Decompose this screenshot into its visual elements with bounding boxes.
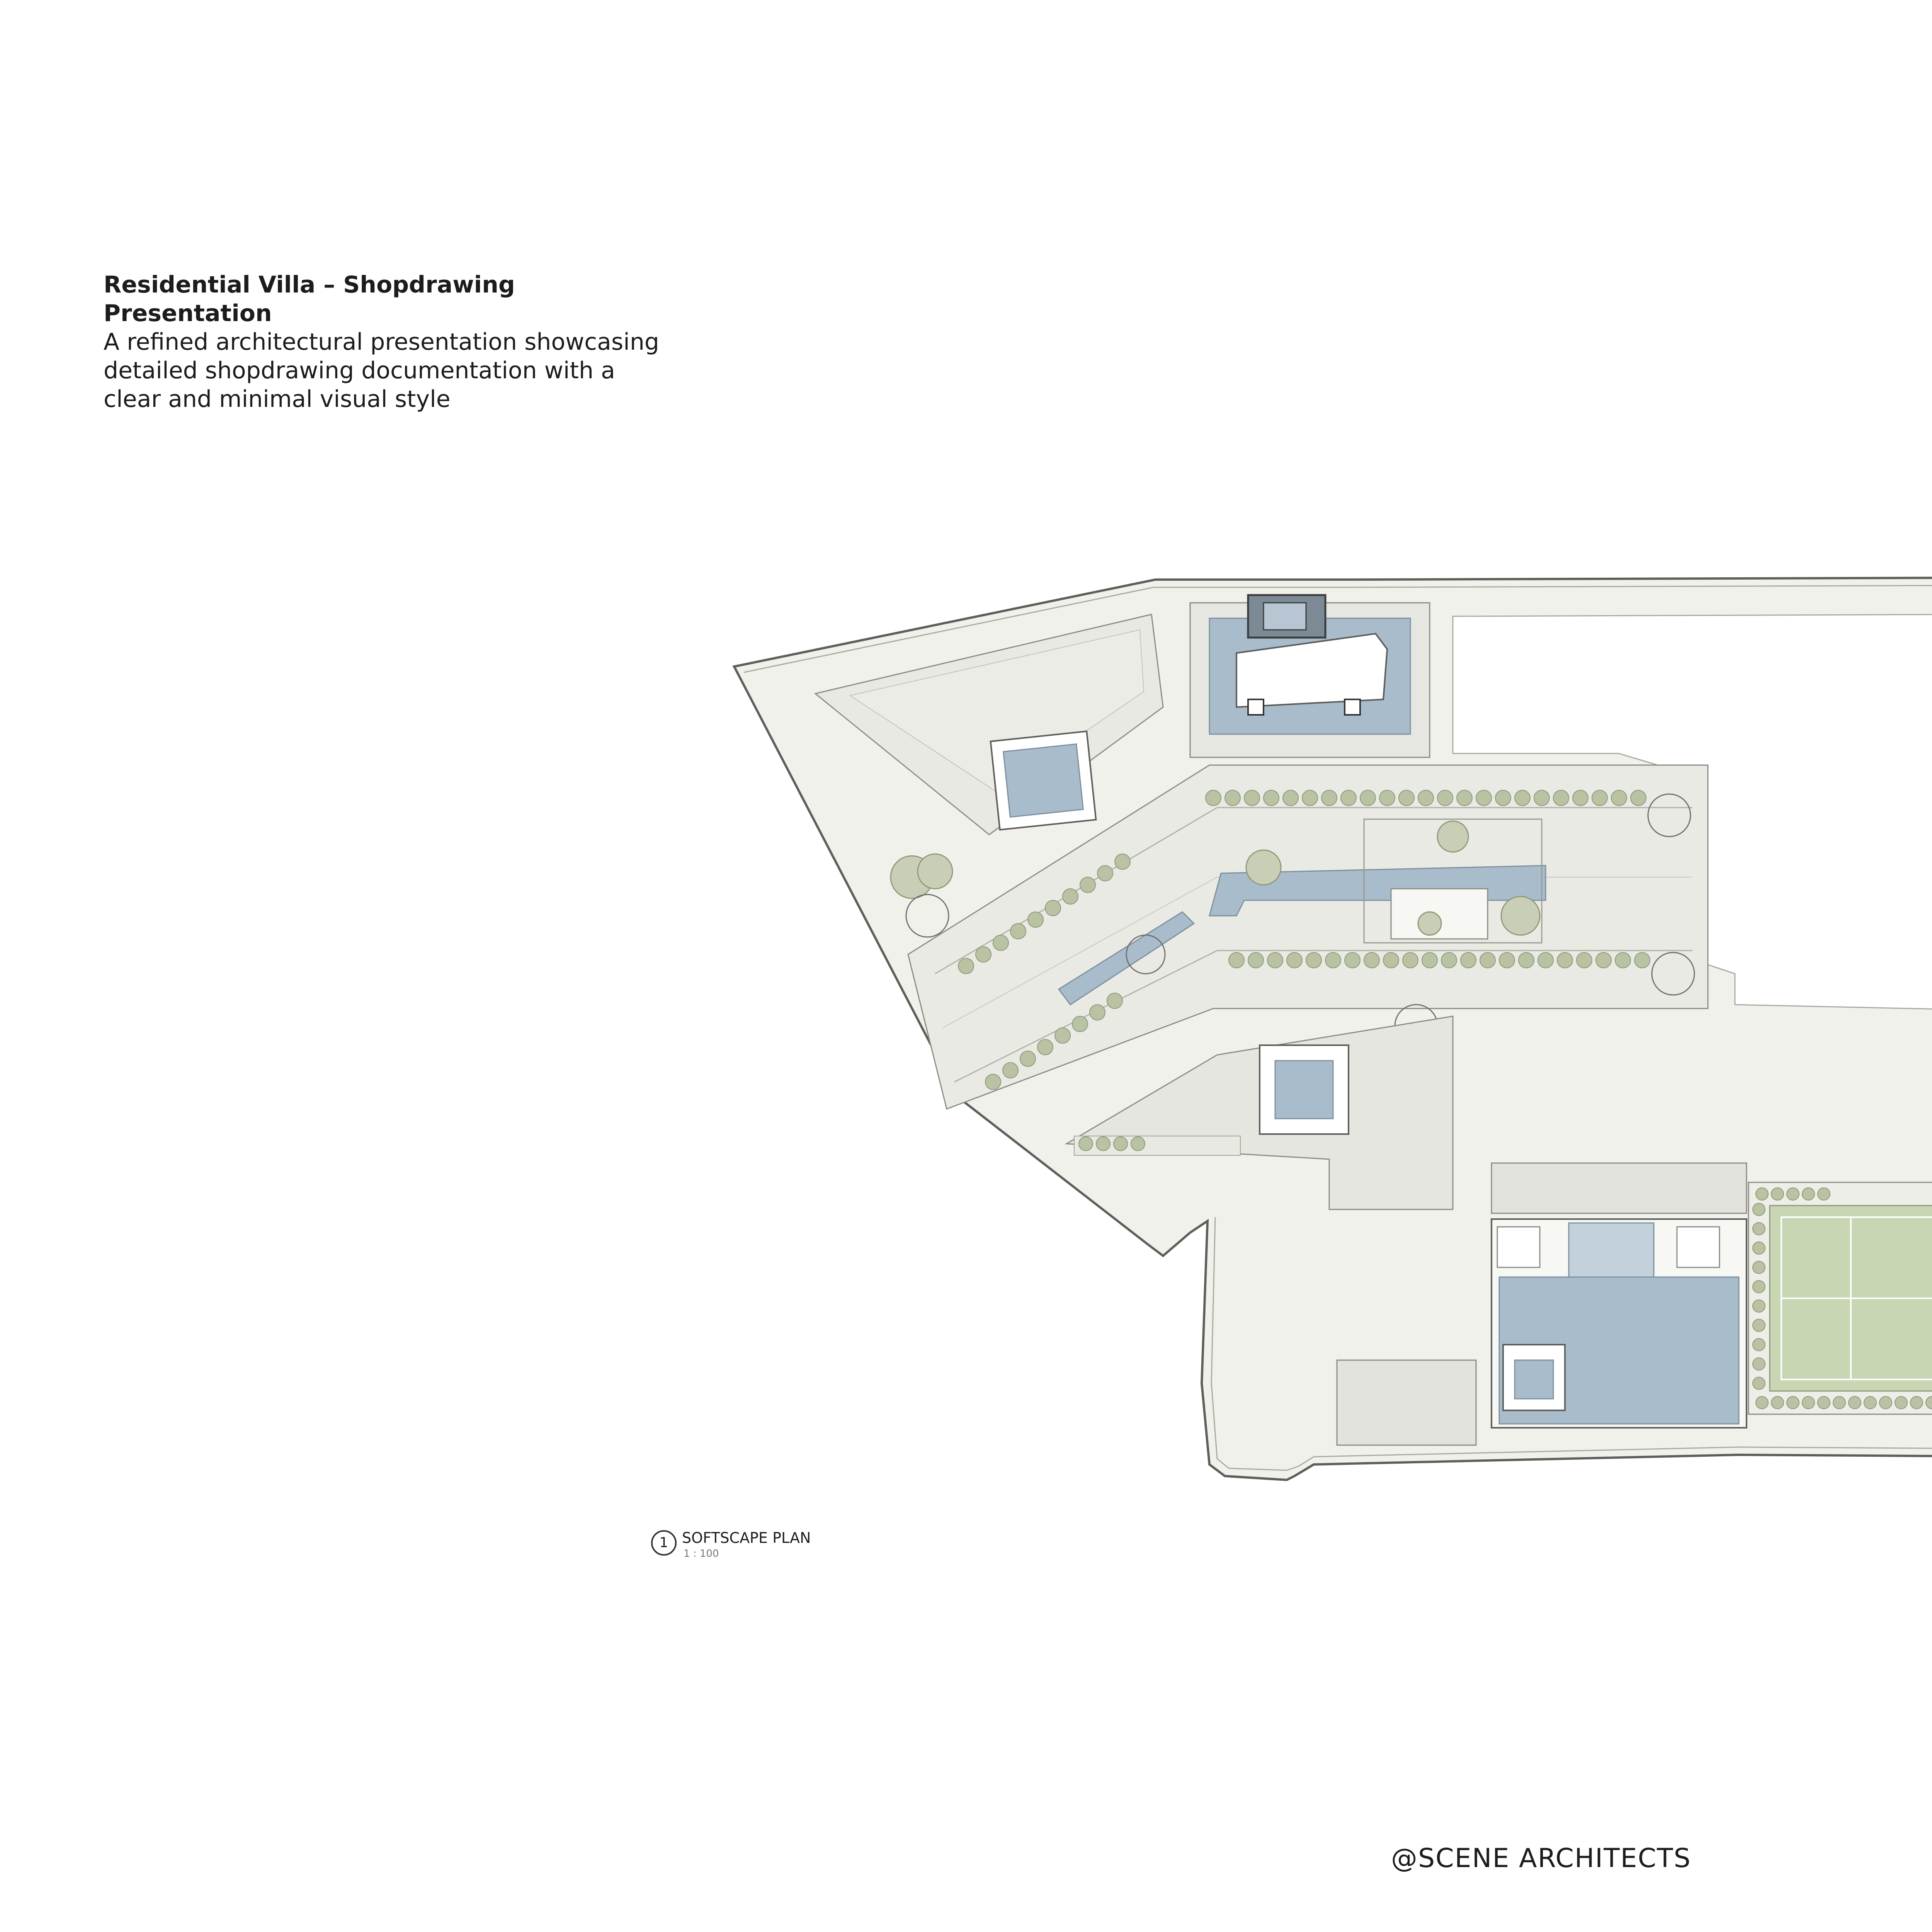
footer-brand: @SCENE ARCHITECTS [1391, 1843, 1691, 1874]
drawing-number: 1 [651, 1530, 677, 1556]
drawing-name: SOFTSCAPE PLAN [682, 1529, 811, 1546]
pavilion-post [1345, 699, 1360, 715]
softscape-site-plan [618, 560, 1932, 1511]
court-plinth [1391, 889, 1488, 939]
project-subtitle-line: A refined architectural presentation showcasing [104, 328, 659, 355]
project-header [104, 270, 683, 413]
spa-pool-lower-water [1275, 1061, 1333, 1119]
main-pool-cabana [1677, 1227, 1719, 1267]
main-pool-cabana [1497, 1227, 1540, 1267]
pavilion-roof-inner [1264, 603, 1306, 630]
project-subtitle-line: detailed shopdrawing documentation with a [104, 357, 615, 384]
spa-pool-upper-water [1003, 744, 1083, 817]
pavilion-post [1248, 699, 1264, 715]
drawing-scale: 1 : 100 [684, 1548, 719, 1560]
project-title: Residential Villa – Shopdrawing Presentation [104, 271, 515, 327]
lower-garden-bed [1337, 1360, 1476, 1445]
main-pool-spa-water [1515, 1360, 1553, 1399]
project-subtitle-line: clear and minimal visual style [104, 386, 451, 413]
pool-gravel-strip [1492, 1163, 1747, 1213]
hedge-row-upper [1206, 790, 1646, 806]
main-pool-steps [1569, 1223, 1654, 1277]
